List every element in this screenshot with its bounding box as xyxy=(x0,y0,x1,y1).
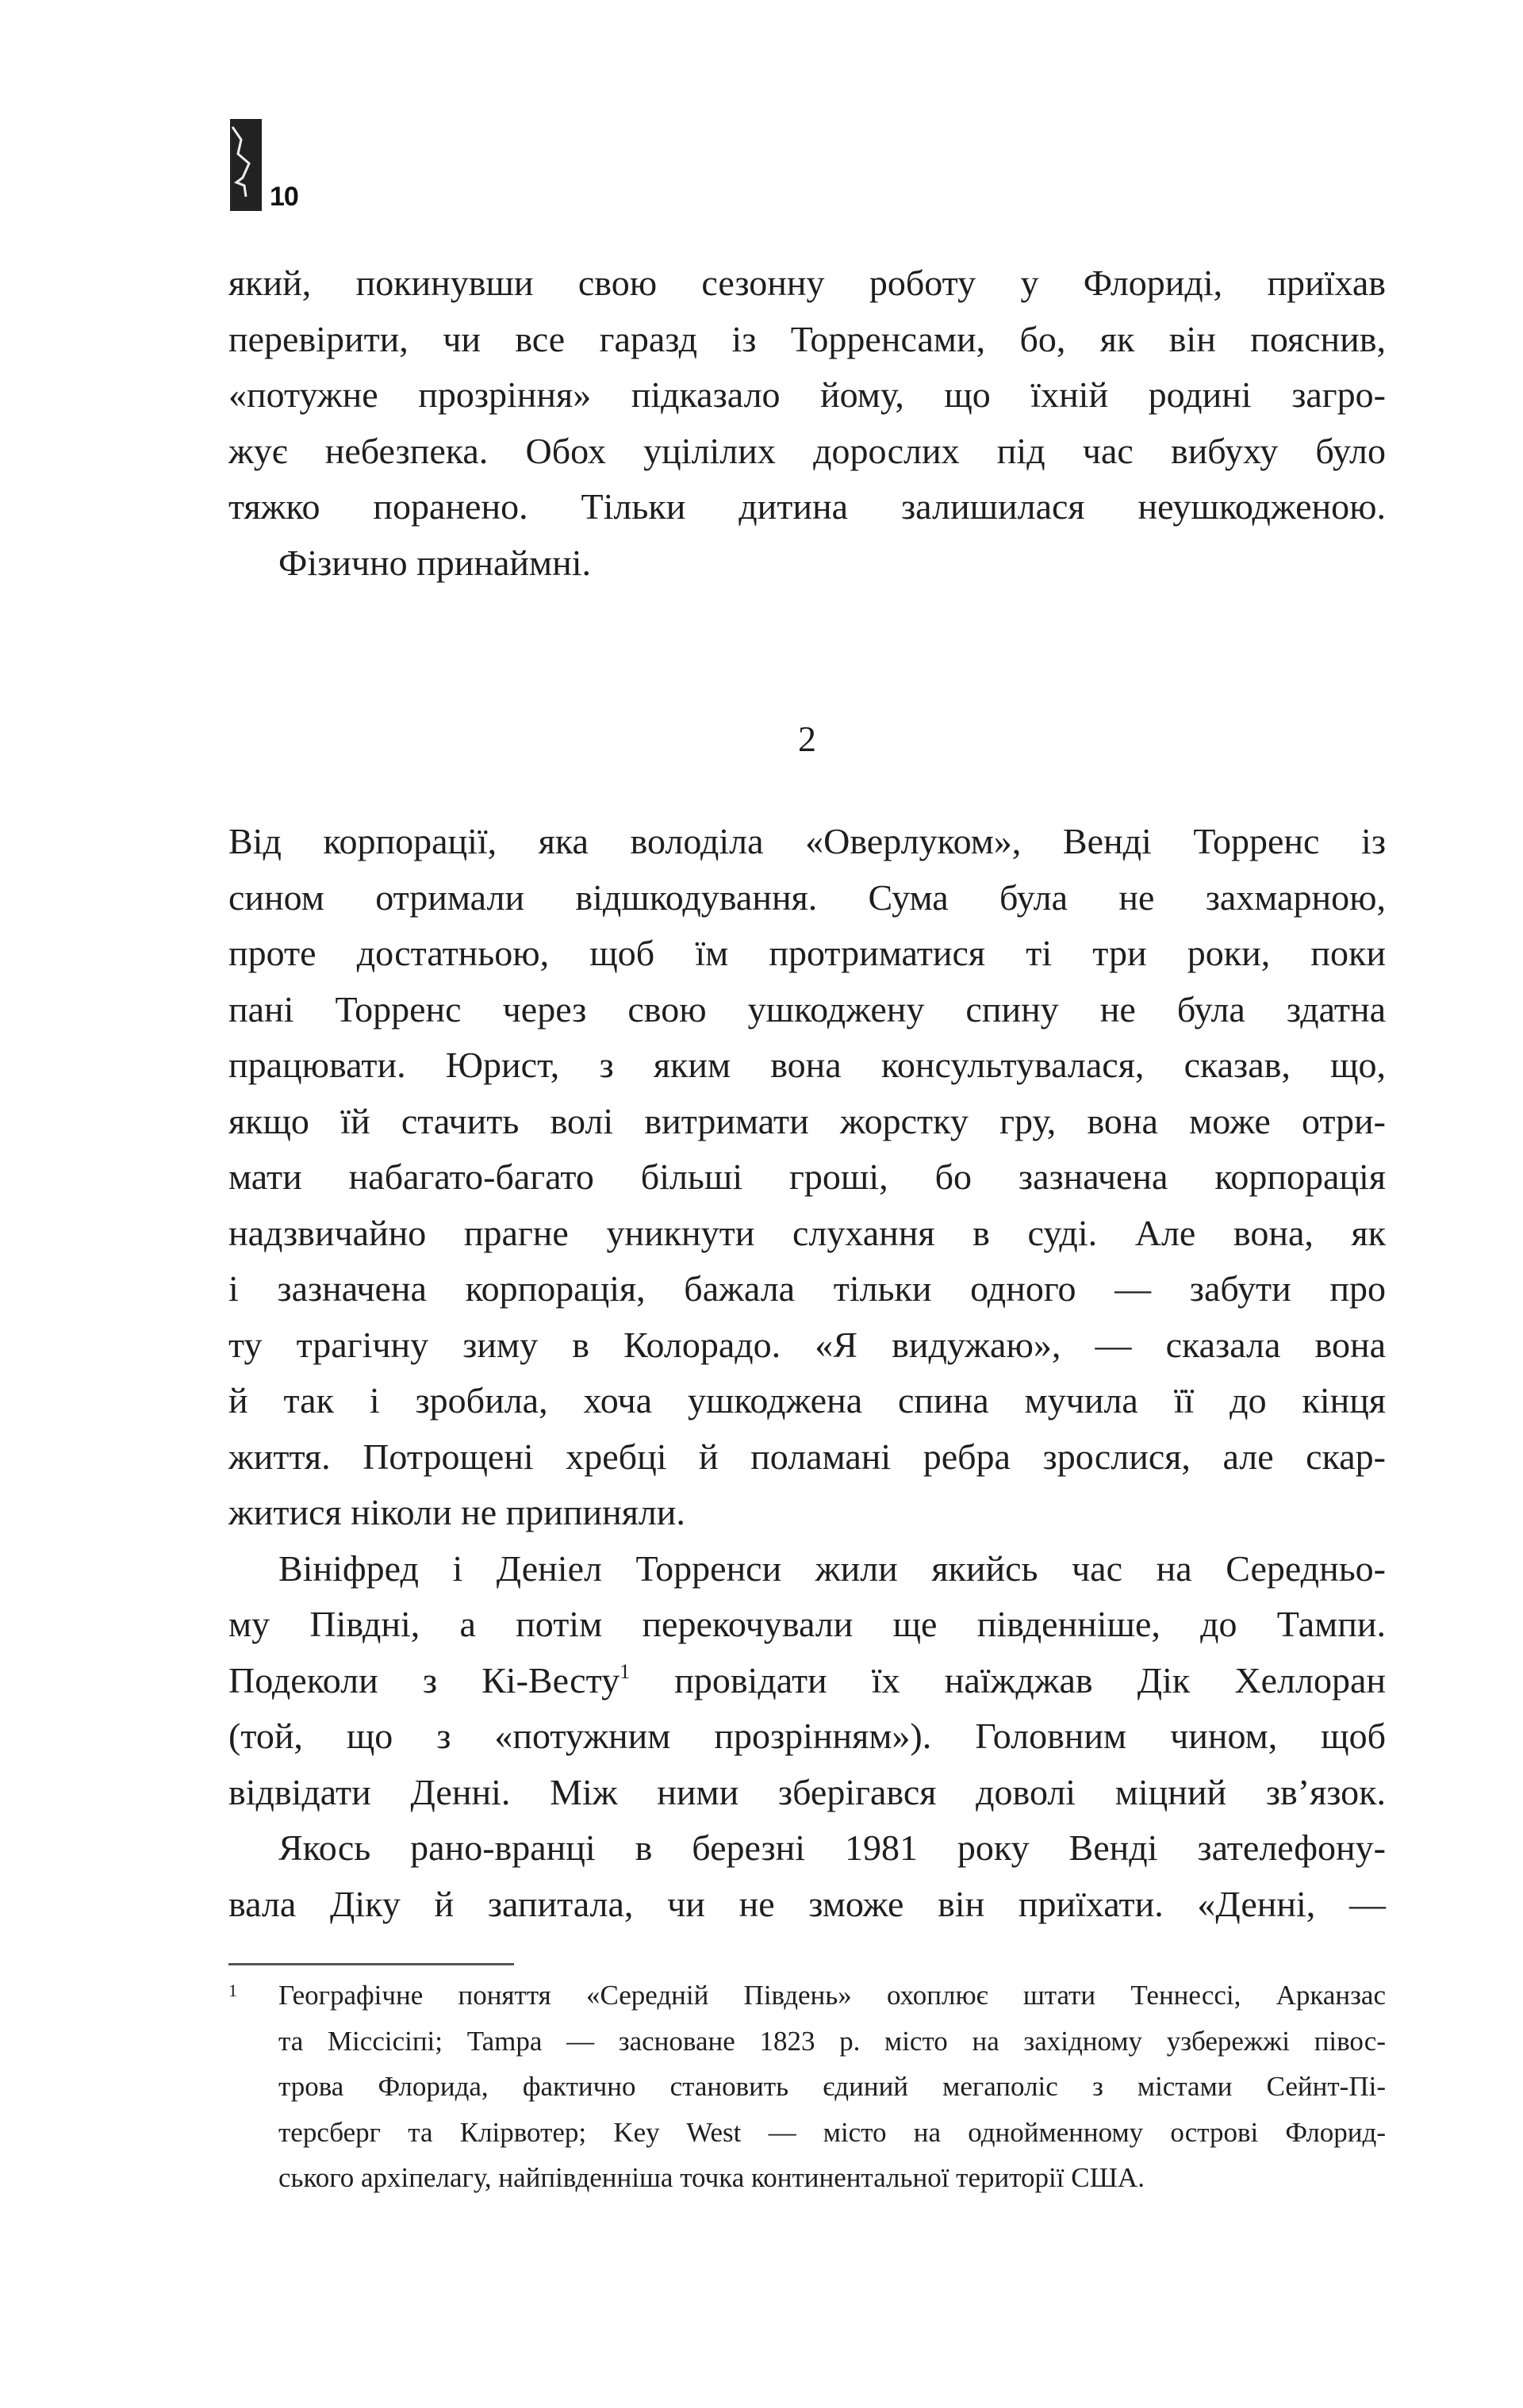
footnote xyxy=(228,1973,1386,2201)
text-line: Вініфред і Деніел Торренси жили якийсь час на Середньо- xyxy=(278,1547,1386,1589)
text-line: ту трагічну зиму в Колорадо. «Я видужаю», — сказала вона xyxy=(228,1324,1386,1365)
crack-icon xyxy=(230,119,262,211)
text-line: який, покинувши свою сезонну роботу у Флориді, приїхав xyxy=(228,263,1386,303)
text-line: сином отримали відшкодування. Сума була не захмарною, xyxy=(228,876,1386,918)
footnote-marker: 1 xyxy=(228,1980,237,2000)
paragraph xyxy=(228,535,1386,592)
chapter-heading: 2 xyxy=(798,719,816,759)
text-line: Фізично принаймні. xyxy=(278,542,592,583)
paragraph xyxy=(228,814,1386,1541)
text-line: якщо їй стачить волі витримати жорстку гру, вона може отри- xyxy=(228,1100,1386,1141)
footnote-line: терсберг та Клірвотер; Key West — місто на однойменному острові Флорид- xyxy=(278,2116,1386,2148)
book-series-logo xyxy=(230,119,262,211)
paragraph xyxy=(228,1820,1386,1932)
text-line: працювати. Юрист, з яким вона консультувалася, сказав, що, xyxy=(228,1045,1386,1085)
text-line: й так і зробила, хоча ушкоджена спина мучила її до кінця xyxy=(228,1380,1386,1421)
footnote-line: Географічне поняття «Середній Південь» охоплює штати Теннессі, Арканзас xyxy=(278,1980,1386,2011)
paragraph xyxy=(228,255,1386,535)
footnote-reference: 1 xyxy=(620,1659,631,1683)
text-line xyxy=(228,1653,1386,1709)
text-line: жує небезпека. Обох уцілілих дорослих під час вибуху було xyxy=(228,430,1386,471)
text-line: проте достатньою, щоб їм протриматися ті три роки, поки xyxy=(228,933,1386,973)
text-line: надзвичайно прагне уникнути слухання в суді. Але вона, як xyxy=(228,1212,1386,1253)
text-line: Якось рано-вранці в березні 1981 року Венді зателефону- xyxy=(278,1827,1386,1868)
text-line: (той, що з «потужним прозрінням»). Головним чином, щоб xyxy=(228,1716,1386,1756)
footnote-divider xyxy=(228,1963,514,1965)
paragraph xyxy=(228,1541,1386,1821)
text-line: відвідати Денні. Між ними зберігався доволі міцний зв’язок. xyxy=(228,1771,1386,1812)
footnote-line: трова Флорида, фактично становить єдиний мегаполіс з містами Сейнт-Пі- xyxy=(278,2071,1386,2102)
body-text xyxy=(228,255,1386,1932)
text-segment: провідати їх наїжджав Дік Хеллоран xyxy=(630,1659,1386,1701)
text-line: житися ніколи не припиняли. xyxy=(228,1492,685,1532)
footnote-line: та Міссісіпі; Tampa — засноване 1823 р. місто на західному узбережжі півос- xyxy=(278,2025,1386,2057)
text-line: мати набагато-багато більші гроші, бо зазначена корпорація xyxy=(228,1156,1386,1197)
text-line: вала Діку й запитала, чи не зможе він приїхати. «Денні, — xyxy=(228,1883,1386,1924)
text-segment: Подеколи з Кі-Весту xyxy=(228,1659,620,1701)
text-line: перевірити, чи все гаразд із Торренсами, бо, як він пояснив, xyxy=(228,318,1386,359)
text-line: му Півдні, а потім перекочували ще південніше, до Тампи. xyxy=(228,1604,1386,1644)
footnote-line: ського архіпелагу, найпівденніша точка континентальної території США. xyxy=(278,2162,1145,2193)
text-line: «потужне прозріння» підказало йому, що їхній родині загро- xyxy=(228,374,1386,415)
text-line: і зазначена корпорація, бажала тільки одного — забути про xyxy=(228,1268,1386,1309)
text-line: пані Торренс через свою ушкоджену спину не була здатна xyxy=(228,988,1386,1030)
text-line: Від корпорації, яка володіла «Оверлуком», Венді Торренс із xyxy=(228,821,1386,861)
text-line: тяжко поранено. Тільки дитина залишилася неушкодженою. xyxy=(228,486,1386,527)
text-line: життя. Потрощені хребці й поламані ребра зрослися, але скар- xyxy=(228,1436,1386,1477)
footnotes xyxy=(228,1973,1386,2201)
page-number: 10 xyxy=(270,182,298,212)
